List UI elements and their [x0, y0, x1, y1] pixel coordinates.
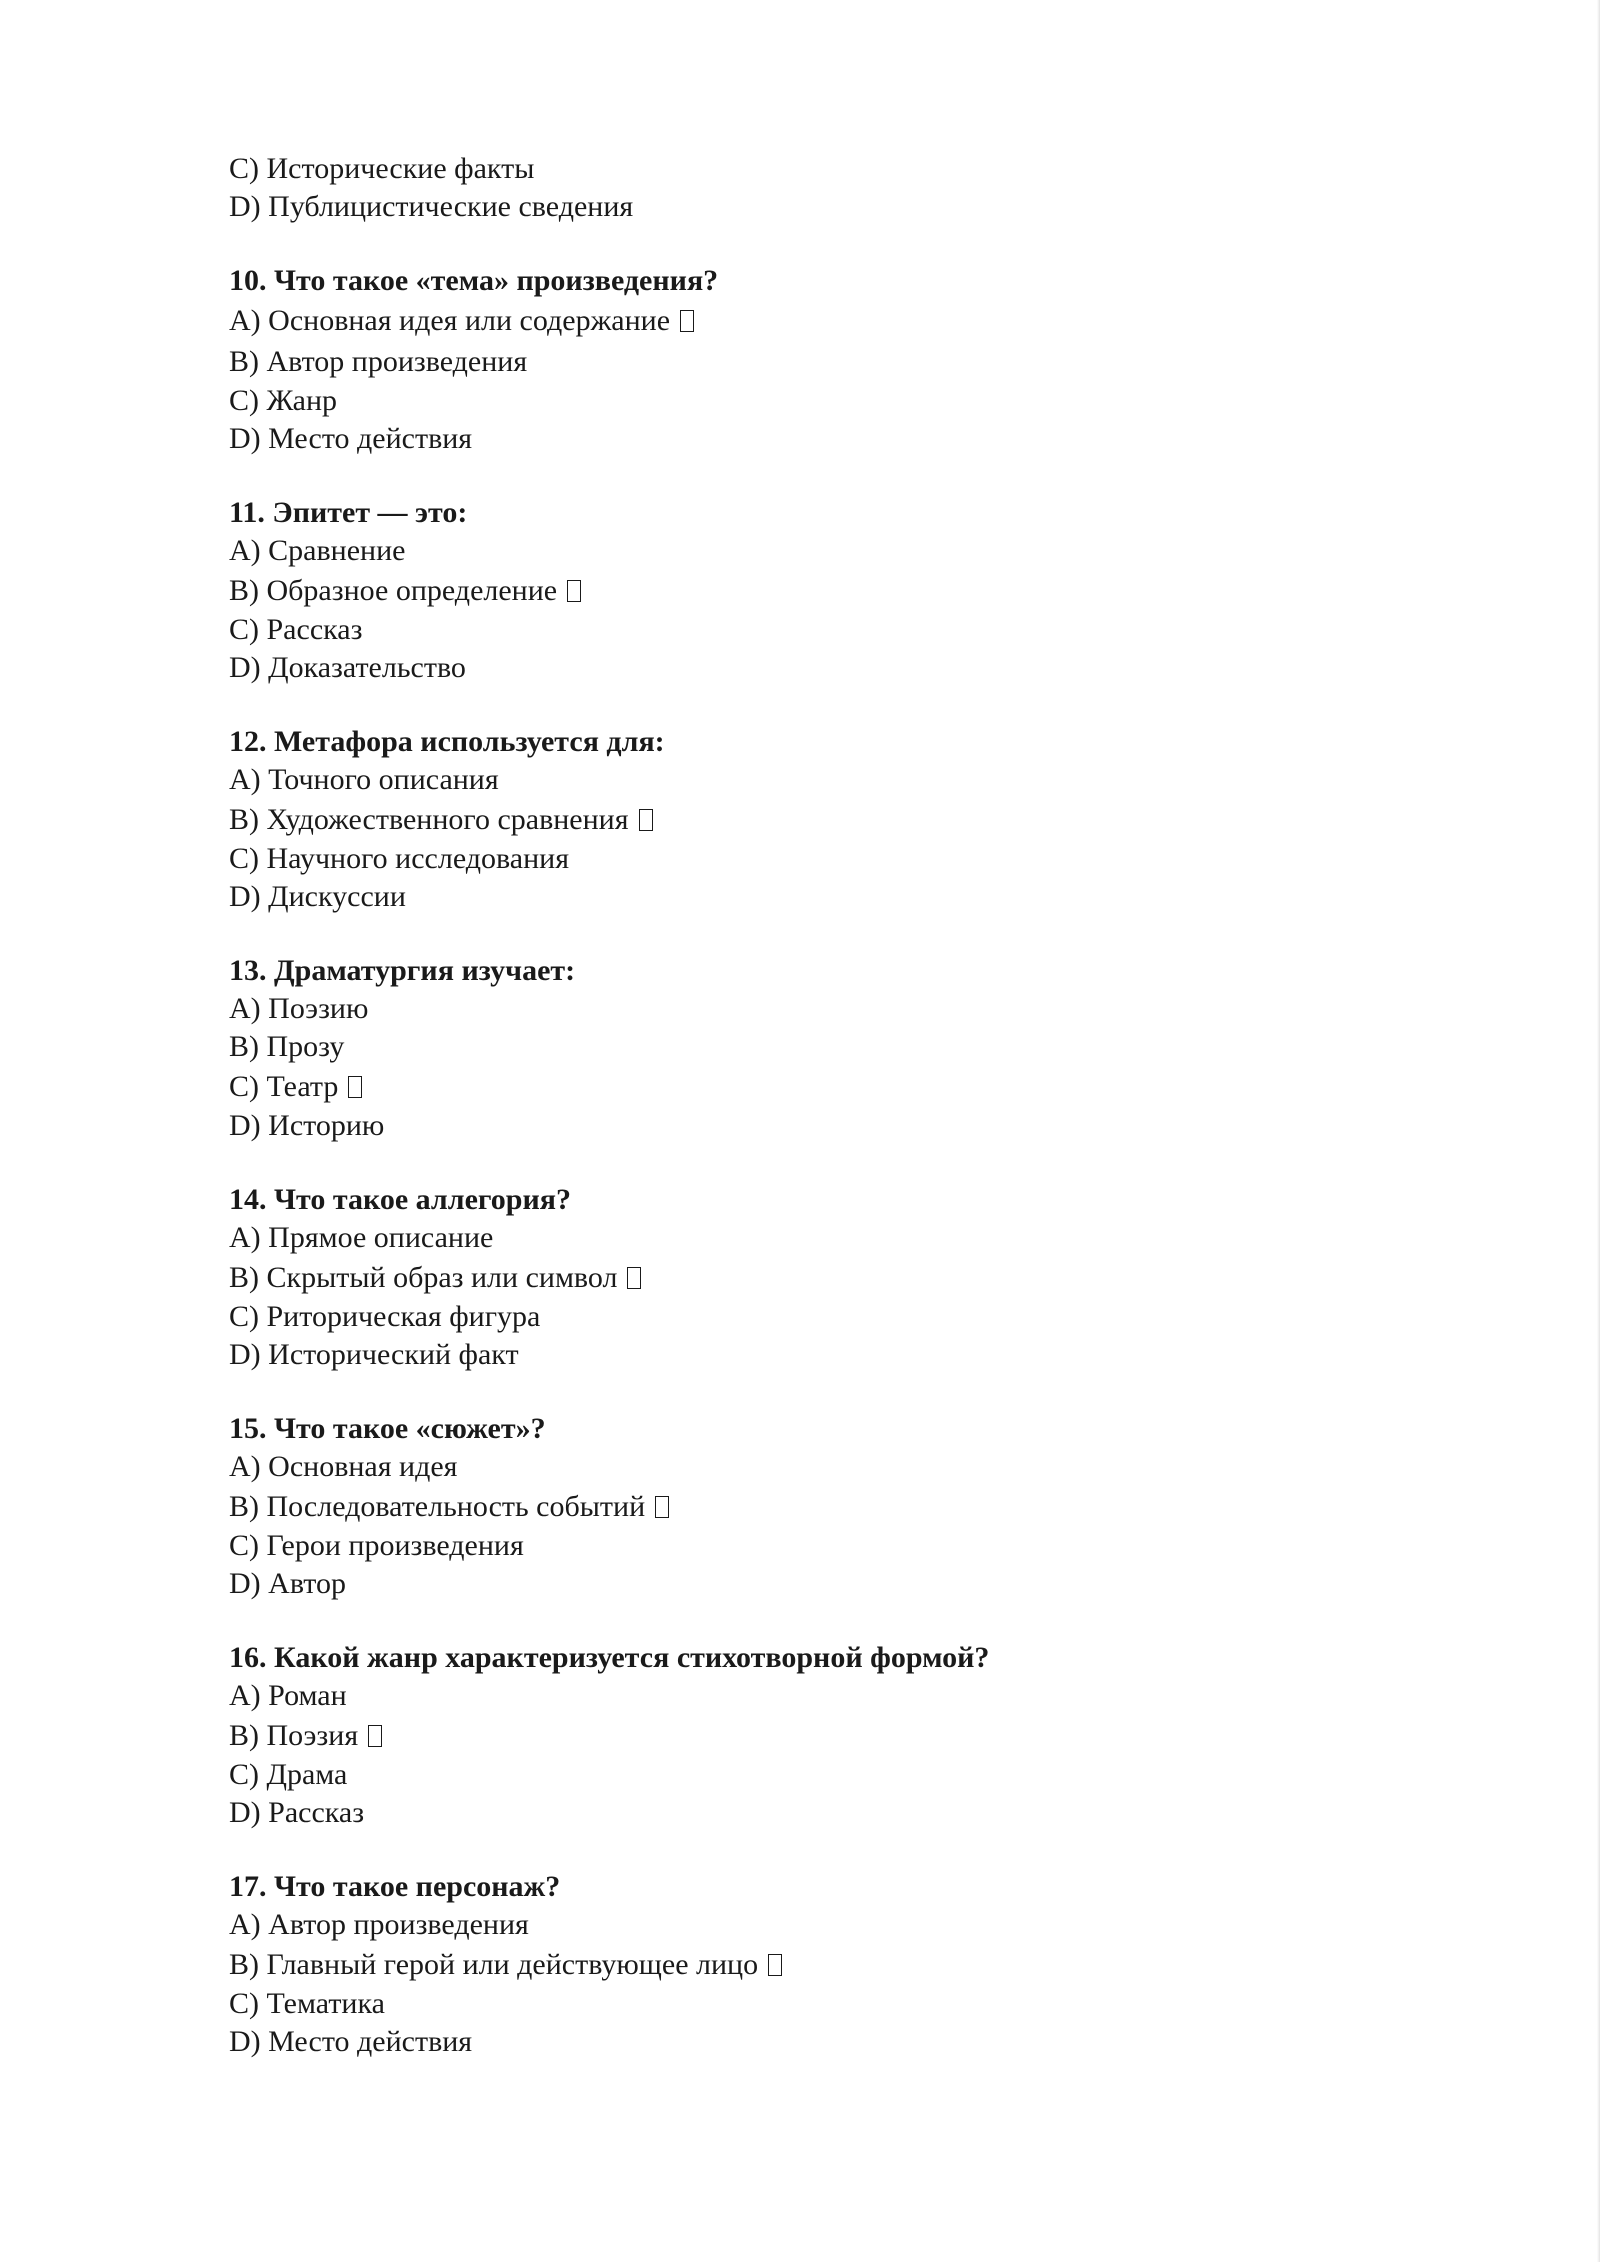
answer-option-label: B) Поэзия: [229, 1719, 359, 1752]
answer-option-label: B) Художественного сравнения: [229, 803, 629, 836]
answer-option: C) Научного исследования: [229, 842, 569, 875]
question-title: 10. Что такое «тема» произведения?: [229, 264, 719, 297]
answer-option: C) Жанр: [229, 384, 338, 417]
question-title: 13. Драматургия изучает:: [229, 954, 576, 987]
answer-option: C) Драма: [229, 1758, 348, 1791]
question-title: 12. Метафора используется для:: [229, 725, 665, 758]
answer-option: A) Точного описания: [229, 763, 499, 796]
checkbox-icon: [368, 1725, 382, 1747]
answer-option-label: B) Главный герой или действующее лицо: [229, 1948, 759, 1981]
answer-option-correct: [229, 1486, 1429, 1527]
answer-option: C) Риторическая фигура: [229, 1300, 541, 1333]
intro-line: D) Публицистические сведения: [229, 190, 634, 223]
answer-option-label: B) Скрытый образ или символ: [229, 1261, 618, 1294]
checkbox-icon: [627, 1267, 641, 1289]
document-body: [229, 150, 1429, 2061]
answer-option: D) Исторический факт: [229, 1338, 519, 1371]
answer-option-correct: [229, 1066, 1429, 1107]
answer-option: A) Автор произведения: [229, 1908, 529, 1941]
answer-option: D) Историю: [229, 1109, 385, 1142]
question-title: 15. Что такое «сюжет»?: [229, 1412, 546, 1445]
answer-option-correct: [229, 1715, 1429, 1756]
checkbox-icon: [680, 310, 694, 332]
answer-option: D) Доказательство: [229, 651, 466, 684]
question-title: 14. Что такое аллегория?: [229, 1183, 571, 1216]
question-title: 17. Что такое персонаж?: [229, 1870, 561, 1903]
checkbox-icon: [639, 809, 653, 831]
answer-option: B) Прозу: [229, 1030, 345, 1063]
answer-option-correct: [229, 799, 1429, 840]
answer-option-label: C) Театр: [229, 1070, 339, 1103]
answer-option: A) Прямое описание: [229, 1221, 494, 1254]
answer-option: A) Поэзию: [229, 992, 369, 1025]
question-title: 11. Эпитет — это:: [229, 496, 468, 529]
checkbox-icon: [655, 1496, 669, 1518]
answer-option-label: A) Основная идея или содержание: [229, 304, 671, 337]
answer-option-correct: [229, 570, 1429, 611]
answer-option: D) Место действия: [229, 422, 473, 455]
question-title: 16. Какой жанр характеризуется стихотворной формой?: [229, 1641, 990, 1674]
answer-option-correct: [229, 1257, 1429, 1298]
answer-option-correct: [229, 1944, 1429, 1985]
answer-option: D) Место действия: [229, 2025, 473, 2058]
answer-option: B) Автор произведения: [229, 345, 528, 378]
answer-option: D) Рассказ: [229, 1796, 365, 1829]
answer-option: C) Тематика: [229, 1987, 385, 2020]
checkbox-icon: [768, 1954, 782, 1976]
answer-option-label: B) Образное определение: [229, 574, 558, 607]
checkbox-icon: [567, 580, 581, 602]
answer-option: A) Сравнение: [229, 534, 406, 567]
answer-option-correct: [229, 300, 1429, 341]
answer-option-label: B) Последовательность событий: [229, 1490, 646, 1523]
checkbox-icon: [348, 1076, 362, 1098]
answer-option: A) Основная идея: [229, 1450, 458, 1483]
answer-option: D) Дискуссии: [229, 880, 406, 913]
answer-option: C) Герои произведения: [229, 1529, 524, 1562]
intro-line: C) Исторические факты: [229, 152, 535, 185]
answer-option: A) Роман: [229, 1679, 347, 1712]
answer-option: C) Рассказ: [229, 613, 363, 646]
answer-option: D) Автор: [229, 1567, 346, 1600]
